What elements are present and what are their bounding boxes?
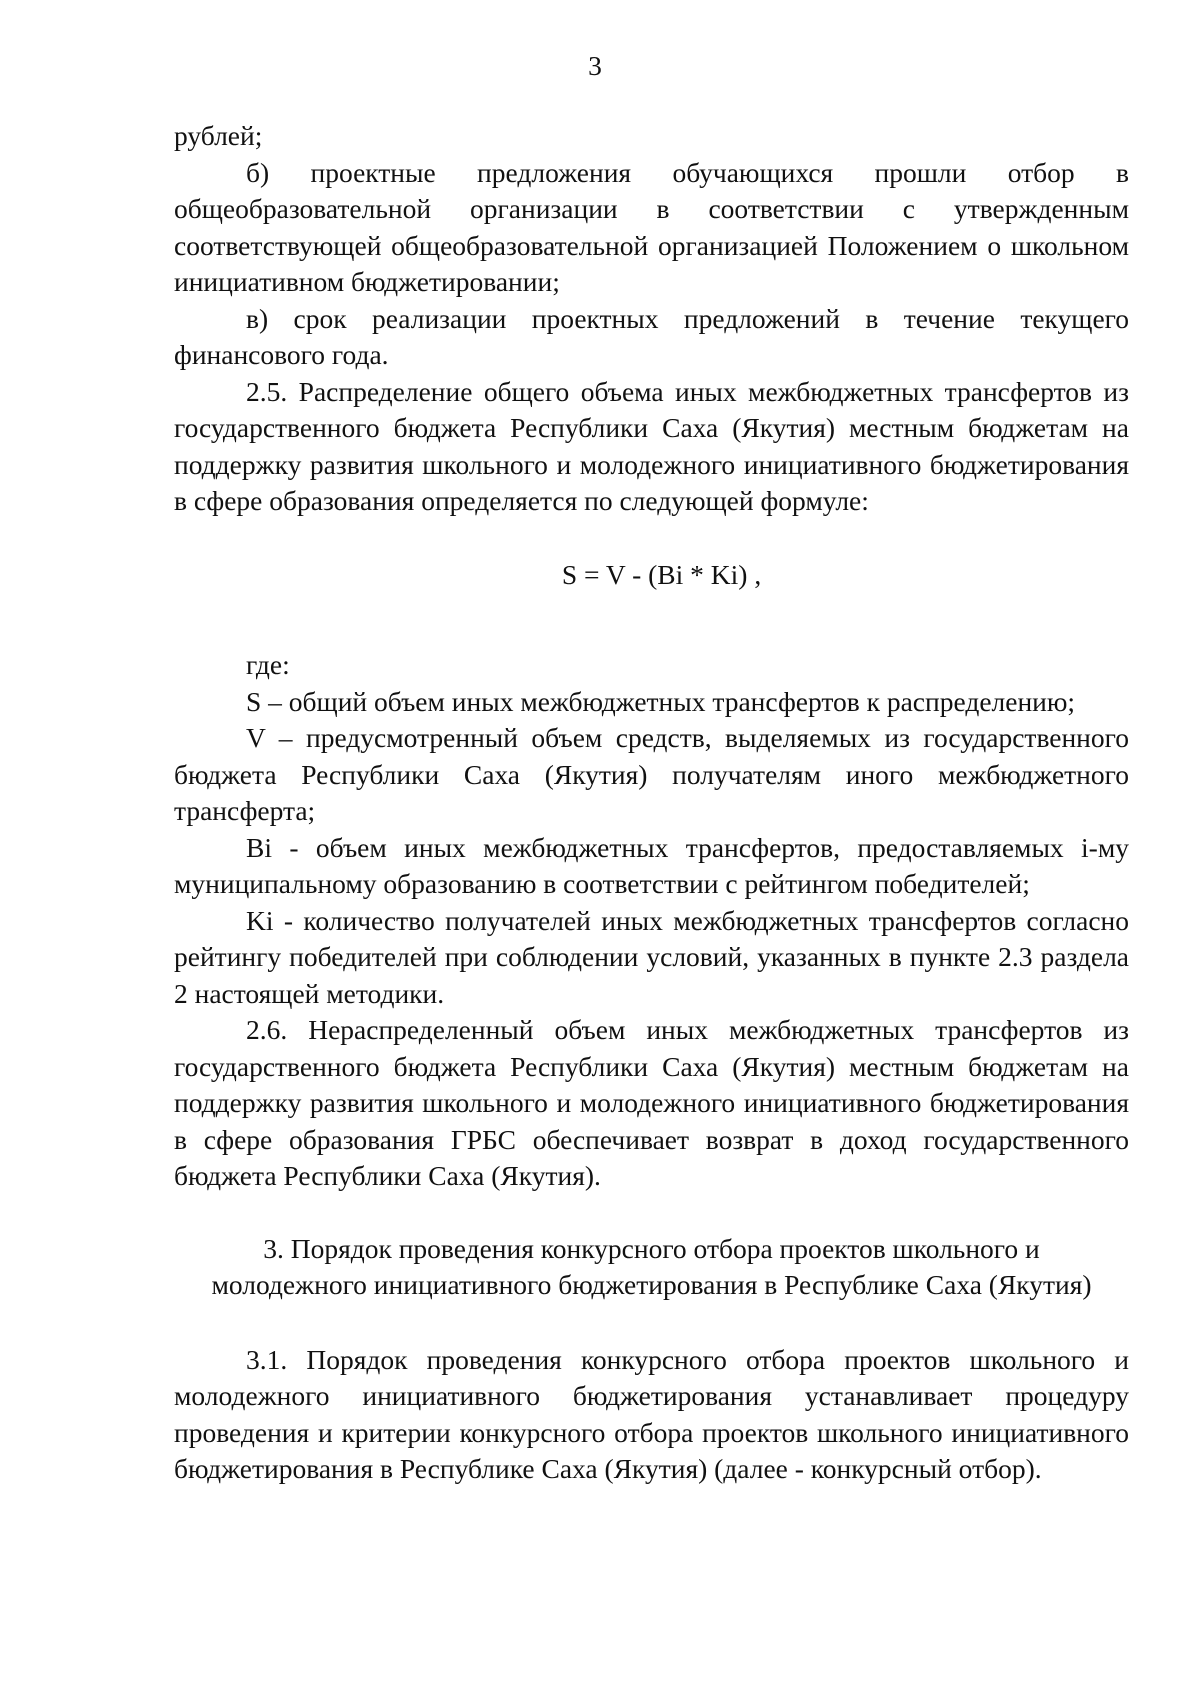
page-number: 3 [588,50,602,81]
paragraph-item-v: в) срок реализации проектных предложений в течение текущего финансового года. [174,302,1129,370]
paragraph-2-5: 2.5. Распределение общего объема иных межбюджетных трансфертов из государственного бюджета Республики Саха (Якутия) местным бюджетам на поддержку развития школьного и молодежного инициативного бюджетирования в сфере образования определяется по следующей формуле: [174,375,1129,516]
paragraph-def-v: V – предусмотренный объем средств, выделяемых из государственного бюджета Республики Саха (Якутия) получателям иного межбюджетного трансферта; [174,722,1129,826]
section-heading [174,1231,1129,1304]
section-heading-line-2: молодежного инициативного бюджетирования в Республике Саха (Якутия) [211,1269,1092,1300]
paragraph-def-s: S – общий объем иных межбюджетных трансфертов к распределению; [246,685,1076,717]
paragraph-def-bi: Bi - объем иных межбюджетных трансфертов, предоставляемых i-му муниципальному образованию в соответствии с рейтингом победителей; [174,831,1129,899]
formula: S = V - (Bi * Ki) , [561,558,762,590]
paragraph-2-6: 2.6. Нераспределенный объем иных межбюджетных трансфертов из государственного бюджета Республики Саха (Якутия) местным бюджетам на поддержку развития школьного и молодежного инициативного бюджетирования в сфере образования ГРБС обеспечивает возврат в доход государственного бюджета Республики Саха (Якутия). [174,1014,1129,1191]
paragraph-3-1: 3.1. Порядок проведения конкурсного отбора проектов школьного и молодежного инициативного бюджетирования устанавливает процедуру проведения и критерии конкурсного отбора проектов школьного инициативного бюджетирования в Республике Саха (Якутия) (далее - конкурсный отбор). [174,1343,1129,1484]
paragraph-item-b: б) проектные предложения обучающихся прошли отбор в общеобразовательной организации в соответствии с утвержденным соответствующей общеобразовательной организацией Положением о школьном инициативном бюджетировании; [174,156,1129,297]
paragraph-where: где: [246,649,290,680]
paragraph-def-ki: Ki - количество получателей иных межбюджетных трансфертов согласно рейтингу победителей при соблюдении условий, указанных в пункте 2.3 раздела 2 настоящей методики. [174,904,1129,1009]
section-heading-line-1: 3. Порядок проведения конкурсного отбора проектов школьного и [263,1232,1040,1264]
document-body [174,118,1129,1488]
paragraph-rubles: рублей; [174,120,263,151]
